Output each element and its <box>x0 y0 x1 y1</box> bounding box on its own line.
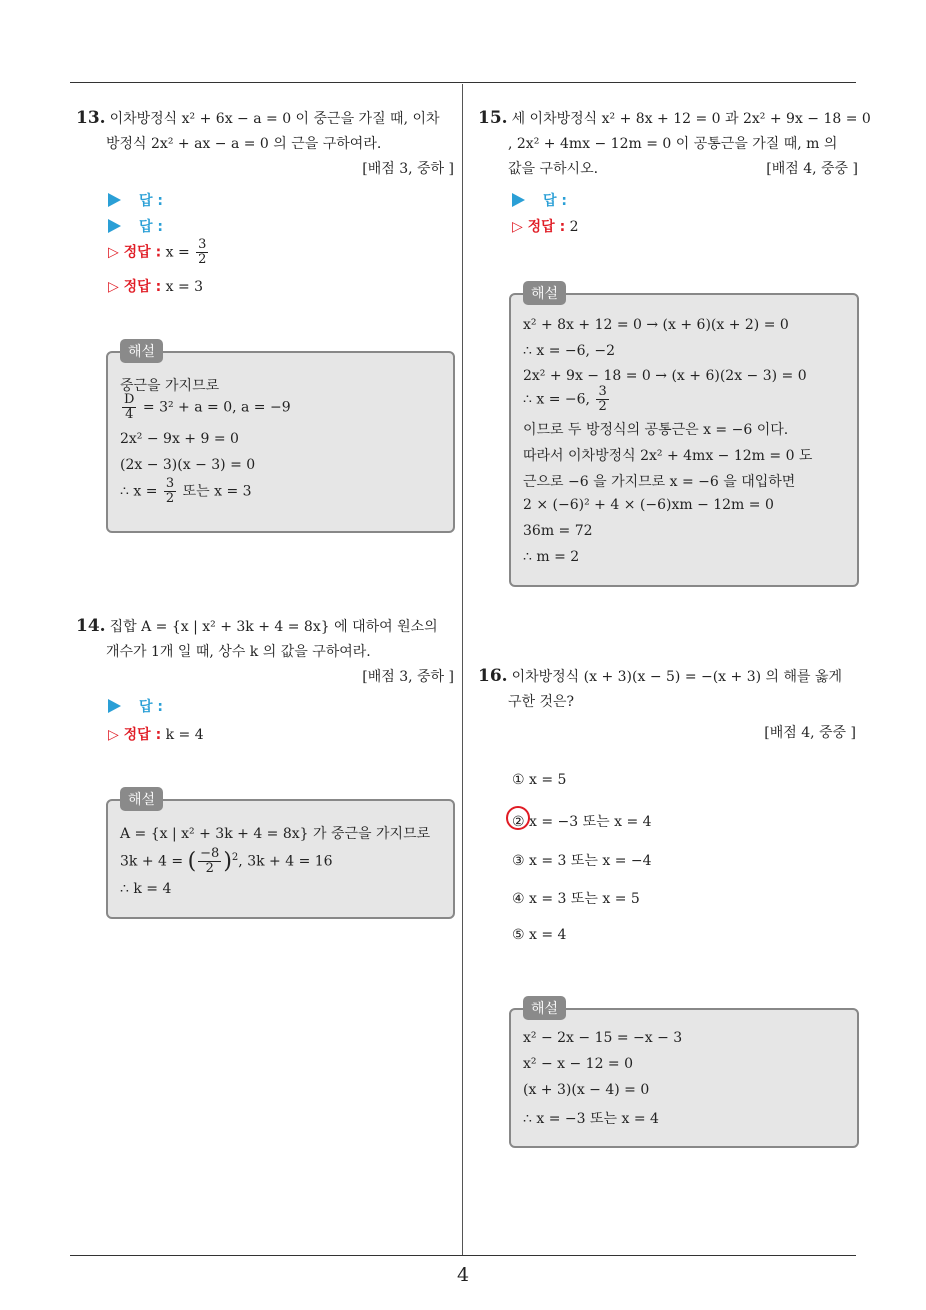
solution-line: (2x − 3)(x − 3) = 0 <box>120 457 256 473</box>
solution-line: x² − 2x − 15 = −x − 3 <box>523 1030 683 1046</box>
answer-row <box>108 190 163 210</box>
solution-line: ∴ x = −6, $\frac{3}{2}$ <box>523 384 607 414</box>
question-meta: [배점 3, 중하 ] <box>362 669 454 685</box>
triangle-icon <box>512 193 525 207</box>
column-divider <box>462 84 463 1256</box>
question-meta: [배점 4, 중중 ] <box>764 725 856 741</box>
solution-box-15 <box>509 286 859 587</box>
solution-line: ∴ x = −3 또는 x = 4 <box>523 1111 659 1127</box>
outline-triangle-icon: ▷ <box>512 219 528 235</box>
question-text: 집합 A = {x | x² + 3k + 4 = 8x} 에 대하여 원소의 <box>109 619 438 635</box>
solution-line: 3k + 4 = ( $\frac{-8}{2}$ )$^2$, 3k + 4 = 16 <box>120 846 333 876</box>
question-16 <box>478 664 856 746</box>
question-16-line1 <box>478 664 856 690</box>
solution-line: 36m = 72 <box>523 523 593 539</box>
question-13 <box>76 106 454 182</box>
solution-tag: 해설 <box>523 996 566 1020</box>
fraction: $\frac{3}{2}$ <box>198 237 207 267</box>
correct-answer-row <box>108 276 203 296</box>
answer-label: 답 : <box>139 699 163 715</box>
solution-line: 2x² − 9x + 9 = 0 <box>120 431 239 447</box>
correct-answer-row <box>512 216 579 236</box>
question-text: 세 이차방정식 x² + 8x + 12 = 0 과 2x² + 9x − 18 = 0 <box>511 111 871 127</box>
solution-box-16 <box>509 1001 859 1148</box>
solution-line: ∴ x = −6, −2 <box>523 343 616 359</box>
solution-line: (x + 3)(x − 4) = 0 <box>523 1082 650 1098</box>
question-14-line2: 개수가 1개 일 때, 상수 k 의 값을 구하여라. <box>106 644 371 660</box>
selected-choice-circle <box>506 806 530 830</box>
bottom-rule <box>70 1255 856 1256</box>
correct-answer-row <box>108 238 210 267</box>
question-number: 14. <box>76 616 106 636</box>
choice-2[interactable]: ② x = −3 또는 x = 4 <box>512 814 652 830</box>
solution-tag: 해설 <box>120 787 163 811</box>
answer-label: 답 : <box>139 193 163 209</box>
answer-row <box>512 190 567 210</box>
choice-3[interactable]: ③ x = 3 또는 x = −4 <box>512 853 652 869</box>
solution-line: 2 × (−6)² + 4 × (−6)xm − 12m = 0 <box>523 497 774 513</box>
q15-answers <box>512 188 852 248</box>
correct-label: 정답 : <box>527 219 566 235</box>
solution-line: ∴ k = 4 <box>120 881 172 897</box>
solution-line: ∴ x = $\frac{3}{2}$ 또는 x = 3 <box>120 476 252 506</box>
solution-line: 이므로 두 방정식의 공통근은 x = −6 이다. <box>523 422 789 438</box>
correct-answer-row <box>108 724 204 744</box>
answer-row <box>108 696 163 716</box>
question-14-line1 <box>76 614 454 640</box>
solution-box-13 <box>106 344 455 533</box>
top-rule <box>70 82 856 83</box>
triangle-icon <box>108 219 121 233</box>
question-15-line1 <box>478 106 871 132</box>
triangle-icon <box>108 193 121 207</box>
outline-triangle-icon: ▷ <box>108 279 124 295</box>
solution-line: 2x² + 9x − 18 = 0 → (x + 6)(2x − 3) = 0 <box>523 368 807 384</box>
question-number: 13. <box>76 108 106 128</box>
question-13-line1 <box>76 106 454 132</box>
choice-5[interactable]: ⑤ x = 4 <box>512 927 567 943</box>
solution-tag: 해설 <box>523 281 566 305</box>
solution-line: x² + 8x + 12 = 0 → (x + 6)(x + 2) = 0 <box>523 317 789 333</box>
outline-triangle-icon: ▷ <box>108 727 124 743</box>
question-15-line3: 값을 구하시오. [배점 4, 중중 ] <box>478 157 858 182</box>
correct-label: 정답 : <box>123 727 162 743</box>
question-text: 이차방정식 x² + 6x − a = 0 이 중근을 가질 때, 이차 <box>109 111 440 127</box>
answer-label: 답 : <box>543 193 567 209</box>
solution-tag: 해설 <box>120 339 163 363</box>
correct-label: 정답 : <box>123 244 162 261</box>
question-text: 이차방정식 (x + 3)(x − 5) = −(x + 3) 의 해를 옳게 <box>511 669 843 685</box>
correct-label: 정답 : <box>123 279 162 295</box>
solution-line: $\frac{D}{4}$ = 3² + a = 0, a = −9 <box>124 392 291 422</box>
solution-line: 따라서 이차방정식 2x² + 4mx − 12m = 0 도 <box>523 448 813 464</box>
answer-label: 답 : <box>139 219 163 235</box>
answer-row <box>108 216 163 236</box>
solution-line: 중근을 가지므로 <box>120 378 220 394</box>
page-number: 4 <box>456 1264 470 1286</box>
question-meta: [배점 4, 중중 ] <box>766 161 858 177</box>
correct-value: 2 <box>569 219 579 235</box>
question-16-line2: 구한 것은? <box>508 694 575 710</box>
solution-line: 근으로 −6 을 가지므로 x = −6 을 대입하면 <box>523 474 796 490</box>
triangle-icon <box>108 699 121 713</box>
correct-value: x = 3 <box>165 279 204 295</box>
question-14 <box>76 614 454 690</box>
q13-answers <box>108 186 448 306</box>
correct-value: x = <box>165 244 190 261</box>
solution-line: ∴ m = 2 <box>523 549 580 565</box>
choice-1[interactable]: ① x = 5 <box>512 772 567 788</box>
outline-triangle-icon: ▷ <box>108 244 124 261</box>
correct-value: k = 4 <box>165 727 204 743</box>
solution-box-14 <box>106 792 455 919</box>
choice-4[interactable]: ④ x = 3 또는 x = 5 <box>512 891 640 907</box>
question-15 <box>478 106 871 182</box>
solution-line: x² − x − 12 = 0 <box>523 1056 634 1072</box>
q14-answers <box>108 694 448 754</box>
question-13-line2: 방정식 2x² + ax − a = 0 의 근을 구하여라. <box>106 136 382 152</box>
question-meta: [배점 3, 중하 ] <box>362 161 454 177</box>
question-number: 15. <box>478 108 508 128</box>
question-number: 16. <box>478 666 508 686</box>
question-15-line2: , 2x² + 4mx − 12m = 0 이 공통근을 가질 때, m 의 <box>508 136 838 152</box>
solution-line: A = {x | x² + 3k + 4 = 8x} 가 중근을 가지므로 <box>120 826 431 842</box>
